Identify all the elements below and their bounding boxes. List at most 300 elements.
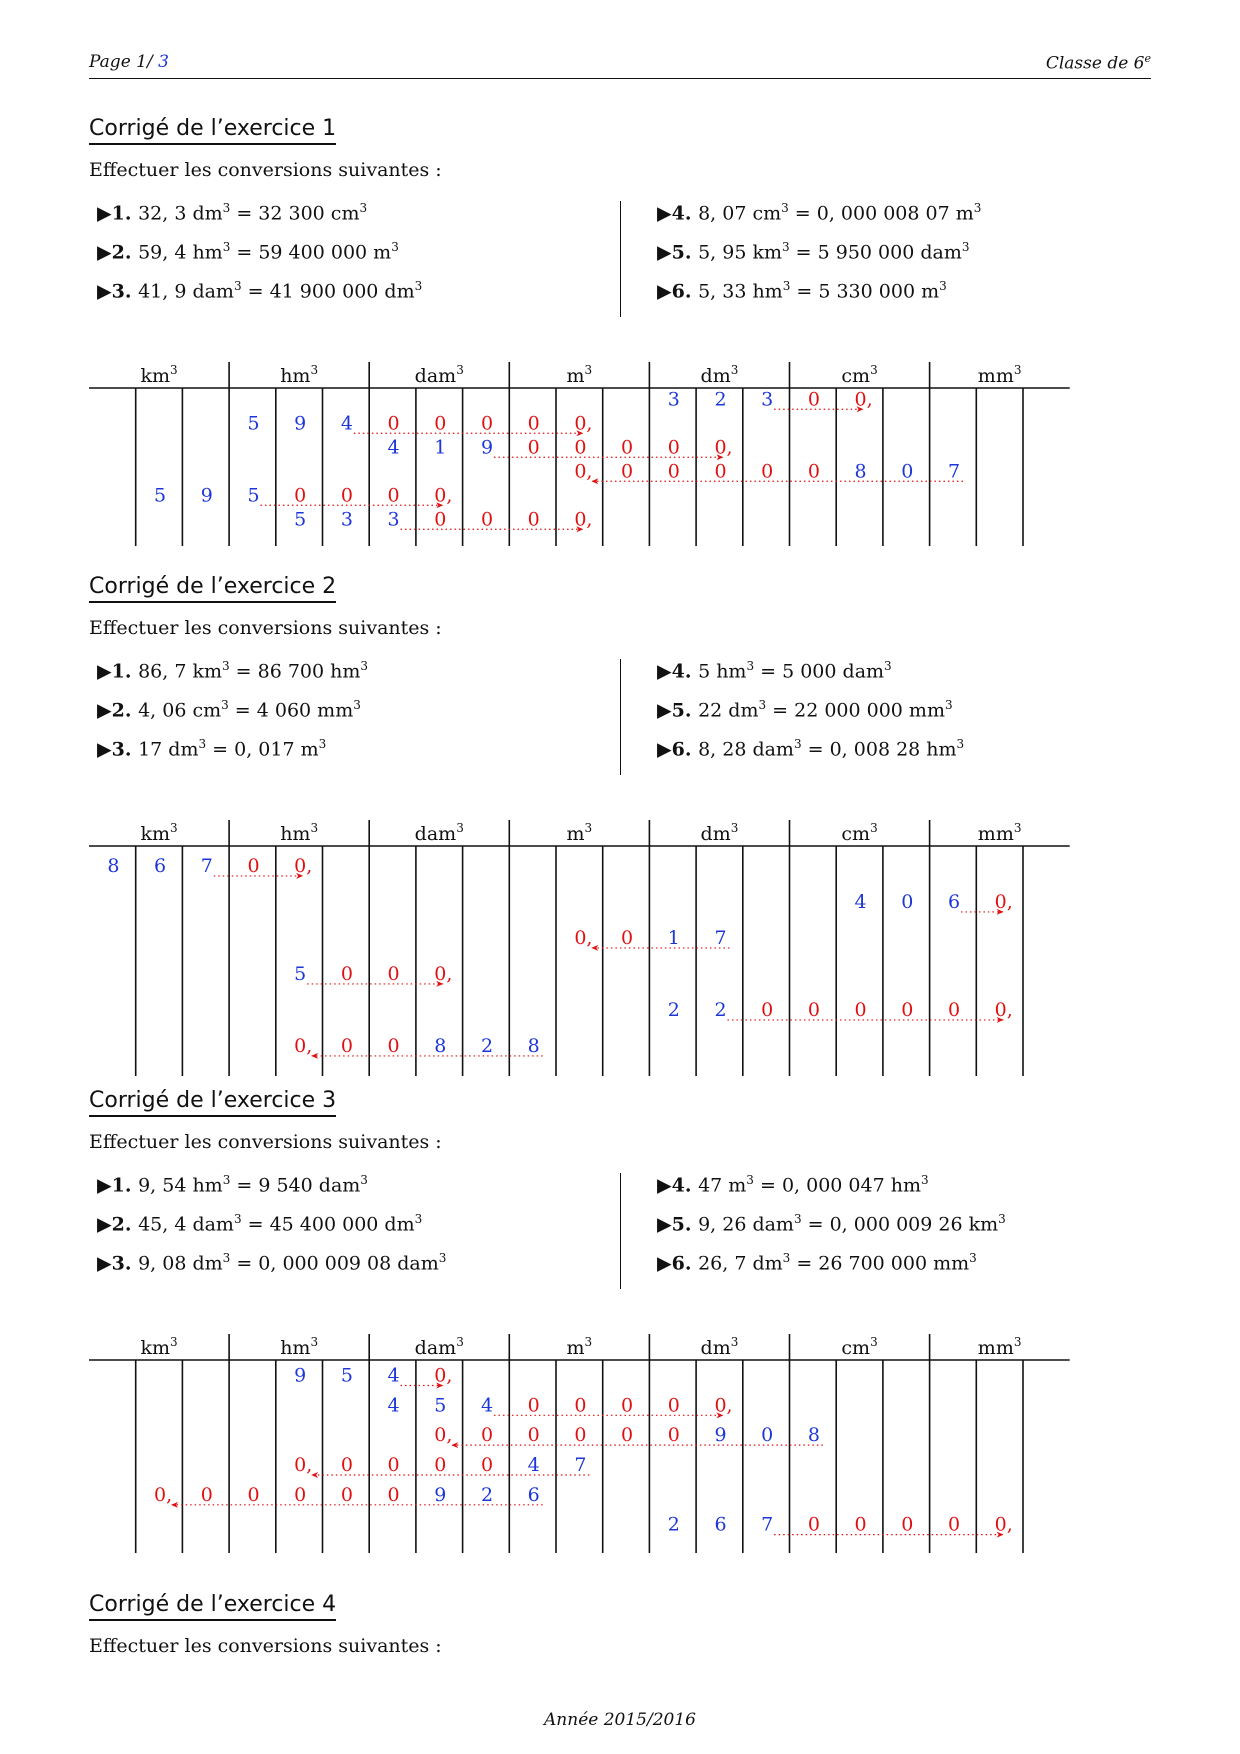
conversion-item bbox=[97, 659, 368, 682]
digit-cell: 0 bbox=[200, 1483, 213, 1506]
exercise-title: Corrigé de l’exercice 3 bbox=[89, 1088, 336, 1117]
equals-sign: = bbox=[230, 1252, 259, 1275]
digit-cell: 0, bbox=[854, 388, 873, 411]
unit-exponent: 3 bbox=[730, 1335, 739, 1349]
unit-header: $km^3$ bbox=[140, 821, 178, 845]
digit-cell: 0 bbox=[621, 1394, 634, 1417]
digit-cell: 0, bbox=[154, 1483, 173, 1506]
digit-cell: 6 bbox=[154, 854, 167, 877]
digit-cell: 2 bbox=[667, 998, 680, 1021]
item-rhs: 0, 017 m bbox=[234, 738, 319, 761]
digit-cell: 0, bbox=[714, 1394, 733, 1417]
unit-header: $km^3$ bbox=[140, 1335, 178, 1359]
equals-sign: = bbox=[206, 738, 235, 761]
column-divider bbox=[620, 659, 621, 775]
conversion-list bbox=[89, 1173, 1151, 1289]
item-rhs: 59 400 000 m bbox=[258, 241, 392, 264]
digit-cell: 8 bbox=[854, 460, 867, 483]
unit-exponent: 3 bbox=[456, 363, 464, 377]
item-number: ▶6. bbox=[657, 280, 699, 303]
digit-cell: 0 bbox=[761, 460, 774, 483]
digit-cell: 1 bbox=[434, 436, 447, 459]
digit-cell: 0 bbox=[854, 1513, 867, 1536]
exponent: 3 bbox=[961, 240, 970, 254]
unit-exponent: 3 bbox=[584, 1335, 593, 1349]
digit-cell: 2 bbox=[480, 1034, 494, 1057]
digit-cell: 0, bbox=[574, 460, 593, 483]
item-number: ▶3. bbox=[97, 738, 139, 761]
digit-cell: 5 bbox=[434, 1394, 447, 1417]
conversion-list bbox=[89, 201, 1151, 317]
page-number bbox=[89, 52, 169, 72]
digit-cell: 0 bbox=[761, 1424, 774, 1447]
item-rhs: 41 900 000 dm bbox=[269, 280, 415, 303]
digit-cell: 8 bbox=[807, 1424, 820, 1447]
digit-cell: 5 bbox=[340, 1364, 353, 1387]
digit-cell: 0 bbox=[527, 1424, 540, 1447]
unit-header: $hm^3$ bbox=[280, 821, 319, 845]
equals-sign: = bbox=[801, 1213, 830, 1236]
digit-cell: 4 bbox=[527, 1453, 540, 1476]
exercise-instruction: Effectuer les conversions suivantes : bbox=[89, 617, 442, 639]
digit-cell: 9 bbox=[294, 1364, 307, 1387]
unit-exponent: 3 bbox=[169, 363, 178, 377]
item-number: ▶1. bbox=[97, 202, 139, 225]
digit-cell: 0 bbox=[761, 998, 774, 1021]
conversion-item bbox=[657, 1173, 929, 1196]
item-lhs: 8, 07 cm bbox=[698, 202, 782, 225]
exercise-1 bbox=[89, 116, 1151, 531]
digit-cell: 0 bbox=[527, 508, 540, 531]
exponent: 3 bbox=[222, 240, 231, 254]
unit-exponent: 3 bbox=[730, 363, 739, 377]
exponent: 3 bbox=[998, 1212, 1006, 1226]
digit-cell: 2 bbox=[714, 388, 727, 411]
exponent: 3 bbox=[233, 1212, 242, 1226]
exponent: 3 bbox=[353, 698, 361, 712]
digit-cell: 0 bbox=[387, 1483, 400, 1506]
exercise-3 bbox=[89, 1088, 1151, 1536]
item-rhs: 22 000 000 mm bbox=[794, 699, 945, 722]
exponent: 3 bbox=[884, 659, 892, 673]
exponent: 3 bbox=[233, 279, 242, 293]
item-number: ▶3. bbox=[97, 280, 139, 303]
equals-sign: = bbox=[230, 1174, 259, 1197]
digit-cell: 6 bbox=[947, 890, 961, 913]
exercise-4 bbox=[89, 1592, 1151, 1657]
digit-cell: 0, bbox=[434, 1364, 453, 1387]
digit-cell: 7 bbox=[947, 460, 961, 483]
digit-cell: 0, bbox=[994, 1513, 1013, 1536]
class-level-label: Classe de 6 bbox=[1045, 53, 1145, 74]
exponent: 3 bbox=[391, 240, 399, 254]
item-lhs: 17 dm bbox=[138, 738, 199, 761]
digit-cell: 0 bbox=[574, 1424, 587, 1447]
digit-cell: 0 bbox=[947, 998, 961, 1021]
item-number: ▶6. bbox=[657, 1252, 699, 1275]
digit-cell: 0 bbox=[340, 1034, 353, 1057]
unit-header: dam$^3$ bbox=[414, 821, 464, 845]
item-lhs: 5, 95 km bbox=[698, 241, 782, 264]
item-number: ▶6. bbox=[657, 738, 699, 761]
unit-exponent: 3 bbox=[1013, 363, 1022, 377]
digit-cell: 0 bbox=[434, 508, 447, 531]
digit-cell: 0 bbox=[947, 1513, 961, 1536]
item-rhs: 86 700 hm bbox=[257, 660, 361, 683]
digit-cell: 0, bbox=[434, 962, 453, 985]
exponent: 3 bbox=[781, 201, 789, 215]
page-total-link[interactable]: 3 bbox=[158, 52, 169, 72]
exponent: 3 bbox=[793, 1212, 802, 1226]
digit-cell: 0, bbox=[434, 1424, 453, 1447]
digit-cell: 9 bbox=[434, 1483, 447, 1506]
unit-exponent: 3 bbox=[1013, 1335, 1022, 1349]
exponent: 3 bbox=[222, 1173, 231, 1187]
item-lhs: 4, 06 cm bbox=[138, 699, 222, 722]
exponent: 3 bbox=[973, 201, 982, 215]
conversion-item bbox=[657, 279, 947, 302]
unit-header: $cm^3$ bbox=[841, 363, 878, 387]
digit-cell: 0 bbox=[901, 460, 914, 483]
digit-cell: 0, bbox=[574, 412, 593, 435]
digit-cell: 9 bbox=[200, 484, 213, 507]
equals-sign: = bbox=[241, 1213, 270, 1236]
equals-sign: = bbox=[241, 280, 270, 303]
digit-cell: 2 bbox=[714, 998, 727, 1021]
conversion-table bbox=[89, 1328, 1151, 1553]
exercise-instruction: Effectuer les conversions suivantes : bbox=[89, 1635, 442, 1657]
exercise-title: Corrigé de l’exercice 2 bbox=[89, 574, 336, 603]
unit-exponent: 3 bbox=[870, 363, 878, 377]
exponent: 3 bbox=[782, 1251, 791, 1265]
unit-header: $m^3$ bbox=[566, 821, 593, 845]
unit-header: $dm^3$ bbox=[700, 821, 739, 845]
digit-cell: 0 bbox=[621, 1424, 634, 1447]
digit-cell: 0 bbox=[480, 1424, 494, 1447]
exponent: 3 bbox=[944, 698, 953, 712]
item-lhs: 9, 26 dam bbox=[698, 1213, 794, 1236]
item-lhs: 59, 4 hm bbox=[138, 241, 223, 264]
item-rhs: 0, 000 008 07 m bbox=[816, 202, 974, 225]
unit-header: $hm^3$ bbox=[280, 363, 319, 387]
item-lhs: 86, 7 km bbox=[138, 660, 222, 683]
exponent: 3 bbox=[782, 279, 791, 293]
equals-sign: = bbox=[801, 738, 830, 761]
digit-cell: 0 bbox=[340, 1483, 353, 1506]
digit-cell: 3 bbox=[761, 388, 774, 411]
item-number: ▶3. bbox=[97, 1252, 139, 1275]
exponent: 3 bbox=[359, 201, 368, 215]
digit-cell: 0 bbox=[621, 460, 634, 483]
digit-cell: 0 bbox=[574, 436, 587, 459]
digit-cell: 0 bbox=[527, 436, 540, 459]
unit-header: $km^3$ bbox=[140, 363, 178, 387]
digit-cell: 0 bbox=[434, 1453, 447, 1476]
page-number-label: Page 1/ bbox=[89, 52, 153, 72]
conversion-item bbox=[97, 201, 367, 224]
digit-cell: 0 bbox=[621, 926, 634, 949]
unit-header: $dm^3$ bbox=[700, 1335, 739, 1359]
conversion-item bbox=[97, 1212, 422, 1235]
exponent: 3 bbox=[781, 240, 790, 254]
unit-header: dam$^3$ bbox=[414, 1335, 464, 1359]
conversion-item bbox=[657, 1251, 977, 1274]
digit-cell: 0, bbox=[574, 508, 593, 531]
conversion-list bbox=[89, 659, 1151, 775]
digit-cell: 0 bbox=[807, 388, 820, 411]
digit-cell: 4 bbox=[340, 412, 353, 435]
digit-cell: 2 bbox=[667, 1513, 680, 1536]
column-divider bbox=[620, 1173, 621, 1289]
unit-header: $dm^3$ bbox=[700, 363, 739, 387]
page-footer: Année 2015/2016 bbox=[544, 1710, 696, 1730]
digit-cell: 0 bbox=[527, 412, 540, 435]
item-lhs: 9, 54 hm bbox=[138, 1174, 223, 1197]
digit-cell: 0 bbox=[480, 508, 494, 531]
digit-cell: 5 bbox=[294, 962, 307, 985]
exponent: 3 bbox=[318, 737, 327, 751]
conversion-item bbox=[97, 698, 361, 721]
item-rhs: 9 540 dam bbox=[258, 1174, 361, 1197]
unit-exponent: 3 bbox=[456, 1335, 464, 1349]
digit-cell: 0 bbox=[901, 998, 914, 1021]
digit-cell: 9 bbox=[480, 436, 494, 459]
digit-cell: 4 bbox=[387, 1394, 400, 1417]
digit-cell: 9 bbox=[294, 412, 307, 435]
digit-cell: 0 bbox=[667, 436, 680, 459]
digit-cell: 6 bbox=[527, 1483, 540, 1506]
digit-cell: 7 bbox=[761, 1513, 774, 1536]
item-number: ▶1. bbox=[97, 660, 139, 683]
item-number: ▶1. bbox=[97, 1174, 139, 1197]
item-rhs: 5 950 000 dam bbox=[817, 241, 962, 264]
item-rhs: 0, 000 009 26 km bbox=[829, 1213, 999, 1236]
digit-cell: 0 bbox=[807, 1513, 820, 1536]
unit-header: dam$^3$ bbox=[414, 363, 464, 387]
conversion-item bbox=[97, 737, 326, 760]
equals-sign: = bbox=[754, 660, 783, 683]
unit-header: $cm^3$ bbox=[841, 1335, 878, 1359]
digit-cell: 8 bbox=[107, 854, 120, 877]
exponent: 3 bbox=[920, 1173, 929, 1187]
column-divider bbox=[620, 201, 621, 317]
conversion-item bbox=[97, 240, 399, 263]
item-number: ▶4. bbox=[657, 660, 699, 683]
exponent: 3 bbox=[438, 1251, 447, 1265]
digit-cell: 0 bbox=[480, 412, 494, 435]
unit-exponent: 3 bbox=[456, 821, 464, 835]
unit-exponent: 3 bbox=[169, 1335, 178, 1349]
exponent: 3 bbox=[221, 698, 229, 712]
unit-header: $mm^3$ bbox=[977, 363, 1022, 387]
item-rhs: 5 000 dam bbox=[782, 660, 885, 683]
digit-cell: 0 bbox=[340, 962, 353, 985]
item-number: ▶2. bbox=[97, 699, 139, 722]
exponent: 3 bbox=[746, 1173, 754, 1187]
digit-cell: 7 bbox=[574, 1453, 587, 1476]
unit-exponent: 3 bbox=[310, 363, 319, 377]
item-rhs: 26 700 000 mm bbox=[818, 1252, 970, 1275]
digit-cell: 0, bbox=[434, 484, 453, 507]
digit-cell: 0 bbox=[807, 998, 820, 1021]
digit-cell: 0, bbox=[994, 998, 1013, 1021]
exponent: 3 bbox=[360, 659, 369, 673]
digit-cell: 0 bbox=[667, 460, 680, 483]
item-number: ▶5. bbox=[657, 241, 699, 264]
exponent: 3 bbox=[746, 659, 755, 673]
unit-exponent: 3 bbox=[730, 821, 739, 835]
digit-cell: 0 bbox=[807, 460, 820, 483]
conversion-item bbox=[657, 698, 953, 721]
digit-cell: 0 bbox=[387, 1453, 400, 1476]
item-lhs: 8, 28 dam bbox=[698, 738, 794, 761]
exponent: 3 bbox=[793, 737, 802, 751]
item-rhs: 0, 008 28 hm bbox=[829, 738, 957, 761]
unit-exponent: 3 bbox=[310, 1335, 319, 1349]
digit-cell: 0, bbox=[994, 890, 1013, 913]
unit-exponent: 3 bbox=[1013, 821, 1022, 835]
digit-cell: 0 bbox=[387, 412, 400, 435]
item-lhs: 22 dm bbox=[698, 699, 759, 722]
exponent: 3 bbox=[222, 201, 231, 215]
digit-cell: 0 bbox=[294, 484, 307, 507]
equals-sign: = bbox=[790, 280, 819, 303]
page-header bbox=[89, 50, 1151, 79]
digit-cell: 0, bbox=[294, 854, 313, 877]
digit-cell: 9 bbox=[714, 1424, 727, 1447]
exercise-title: Corrigé de l’exercice 4 bbox=[89, 1592, 336, 1621]
exercise-instruction: Effectuer les conversions suivantes : bbox=[89, 1131, 442, 1153]
digit-cell: 0 bbox=[340, 1453, 353, 1476]
digit-cell: 0 bbox=[387, 484, 400, 507]
digit-cell: 4 bbox=[480, 1394, 494, 1417]
digit-cell: 0 bbox=[294, 1483, 307, 1506]
digit-cell: 0 bbox=[527, 1394, 540, 1417]
digit-cell: 0 bbox=[714, 460, 727, 483]
exponent: 3 bbox=[969, 1251, 977, 1265]
exponent: 3 bbox=[414, 1212, 423, 1226]
exercise-title: Corrigé de l’exercice 1 bbox=[89, 116, 336, 145]
conversion-item bbox=[97, 1173, 368, 1196]
item-rhs: 32 300 cm bbox=[258, 202, 360, 225]
unit-exponent: 3 bbox=[870, 1335, 878, 1349]
conversion-table bbox=[89, 356, 1151, 546]
digit-cell: 0 bbox=[340, 484, 353, 507]
digit-cell: 0, bbox=[714, 436, 733, 459]
unit-header: $mm^3$ bbox=[977, 821, 1022, 845]
digit-cell: 0 bbox=[901, 890, 914, 913]
item-rhs: 0, 000 009 08 dam bbox=[258, 1252, 439, 1275]
exponent: 3 bbox=[222, 1251, 231, 1265]
unit-header: $hm^3$ bbox=[280, 1335, 319, 1359]
digit-cell: 5 bbox=[154, 484, 167, 507]
equals-sign: = bbox=[229, 660, 258, 683]
unit-header: $m^3$ bbox=[566, 363, 593, 387]
exponent: 3 bbox=[221, 659, 230, 673]
conversion-table bbox=[89, 814, 1151, 1076]
item-lhs: 32, 3 dm bbox=[138, 202, 223, 225]
item-lhs: 45, 4 dam bbox=[138, 1213, 234, 1236]
item-lhs: 41, 9 dam bbox=[138, 280, 234, 303]
digit-cell: 5 bbox=[247, 412, 260, 435]
equals-sign: = bbox=[228, 699, 257, 722]
item-lhs: 5, 33 hm bbox=[698, 280, 783, 303]
unit-exponent: 3 bbox=[310, 821, 319, 835]
equals-sign: = bbox=[230, 241, 259, 264]
item-number: ▶2. bbox=[97, 1213, 139, 1236]
digit-cell: 3 bbox=[667, 388, 680, 411]
digit-cell: 4 bbox=[854, 890, 867, 913]
equals-sign: = bbox=[230, 202, 259, 225]
unit-exponent: 3 bbox=[584, 821, 593, 835]
digit-cell: 1 bbox=[667, 926, 680, 949]
digit-cell: 0, bbox=[294, 1034, 313, 1057]
unit-exponent: 3 bbox=[870, 821, 878, 835]
equals-sign: = bbox=[753, 1174, 782, 1197]
item-lhs: 47 m bbox=[698, 1174, 747, 1197]
equals-sign: = bbox=[789, 241, 818, 264]
exponent: 3 bbox=[758, 698, 767, 712]
item-number: ▶4. bbox=[657, 202, 699, 225]
exponent: 3 bbox=[198, 737, 207, 751]
digit-cell: 0 bbox=[574, 1394, 587, 1417]
digit-cell: 0 bbox=[621, 436, 634, 459]
conversion-item bbox=[657, 737, 964, 760]
exponent: 3 bbox=[414, 279, 423, 293]
equals-sign: = bbox=[766, 699, 795, 722]
conversion-item bbox=[97, 279, 422, 302]
unit-header: $m^3$ bbox=[566, 1335, 593, 1359]
exponent: 3 bbox=[956, 737, 965, 751]
digit-cell: 0, bbox=[294, 1453, 313, 1476]
conversion-item bbox=[657, 659, 892, 682]
digit-cell: 0 bbox=[667, 1424, 680, 1447]
equals-sign: = bbox=[788, 202, 817, 225]
digit-cell: 5 bbox=[294, 508, 307, 531]
conversion-item bbox=[97, 1251, 446, 1274]
unit-header: $cm^3$ bbox=[841, 821, 878, 845]
item-rhs: 0, 000 047 hm bbox=[781, 1174, 921, 1197]
digit-cell: 0 bbox=[901, 1513, 914, 1536]
equals-sign: = bbox=[790, 1252, 819, 1275]
digit-cell: 0 bbox=[667, 1394, 680, 1417]
unit-exponent: 3 bbox=[584, 363, 593, 377]
item-number: ▶5. bbox=[657, 1213, 699, 1236]
digit-cell: 0 bbox=[247, 1483, 260, 1506]
exercise-2 bbox=[89, 574, 1151, 1057]
digit-cell: 5 bbox=[247, 484, 260, 507]
item-rhs: 45 400 000 dm bbox=[269, 1213, 415, 1236]
conversion-item bbox=[657, 201, 981, 224]
digit-cell: 0 bbox=[387, 1034, 400, 1057]
digit-cell: 0 bbox=[480, 1453, 494, 1476]
item-rhs: 5 330 000 m bbox=[818, 280, 940, 303]
digit-cell: 4 bbox=[387, 436, 400, 459]
digit-cell: 0 bbox=[247, 854, 260, 877]
digit-cell: 0 bbox=[854, 998, 867, 1021]
unit-header: $mm^3$ bbox=[977, 1335, 1022, 1359]
digit-cell: 0, bbox=[574, 926, 593, 949]
conversion-item bbox=[657, 1212, 1006, 1235]
exercise-instruction: Effectuer les conversions suivantes : bbox=[89, 159, 442, 181]
digit-cell: 7 bbox=[714, 926, 727, 949]
conversion-item bbox=[657, 240, 970, 263]
digit-cell: 8 bbox=[434, 1034, 447, 1057]
digit-cell: 0 bbox=[434, 412, 447, 435]
item-number: ▶5. bbox=[657, 699, 699, 722]
exponent: 3 bbox=[360, 1173, 368, 1187]
digit-cell: 3 bbox=[340, 508, 353, 531]
